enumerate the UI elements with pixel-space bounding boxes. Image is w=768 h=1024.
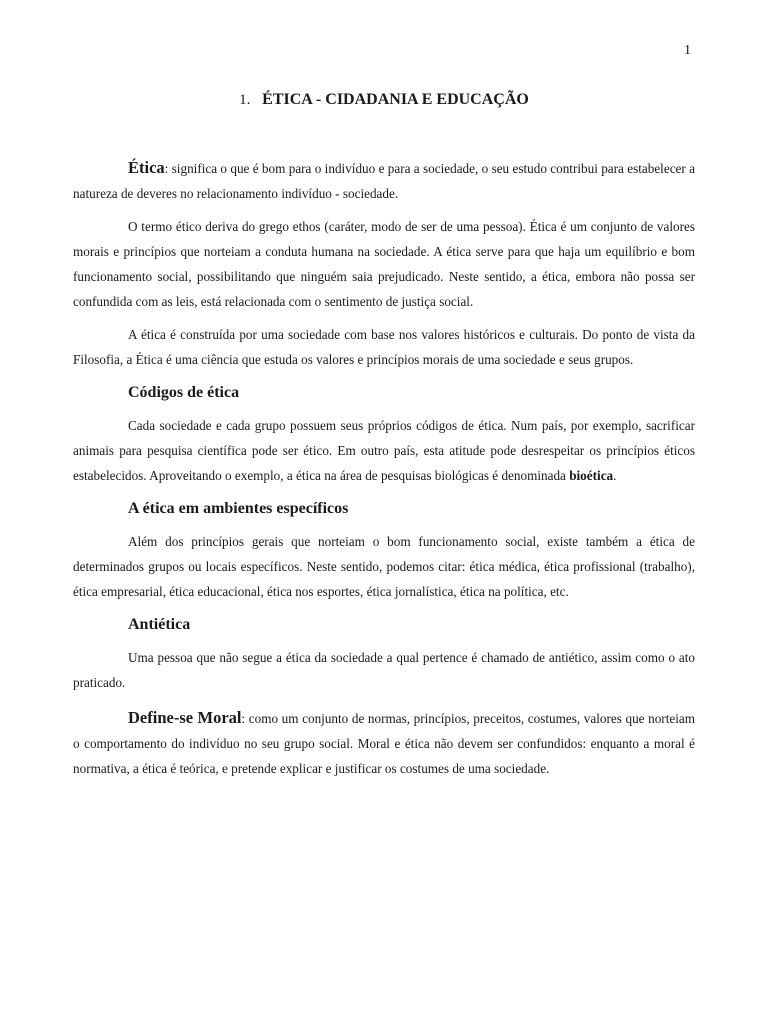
paragraph-codigos — [73, 413, 695, 488]
moral-term: Define-se Moral — [128, 708, 242, 727]
heading-codigos-de-etica: Códigos de ética — [128, 384, 240, 401]
codigos-end: . — [613, 468, 617, 483]
chapter-number: 1. — [239, 92, 251, 108]
page-number: 1 — [684, 43, 691, 58]
heading-ambientes-especificos: A ética em ambientes específicos — [128, 500, 349, 517]
moral-text: : como um conjunto de normas, princípios, preceitos, costumes, valores que norteiam o comportamento do indivíduo no seu grupo social. Moral e ética não devem ser confundidos: enquanto a moral é normativa, a ética é teórica, e pretende explicar e justificar os costumes de uma sociedade. — [73, 711, 695, 776]
paragraph-moral — [73, 705, 695, 781]
document-body — [73, 155, 695, 781]
paragraph-ambientes: Além dos princípios gerais que norteiam o bom funcionamento social, existe também a ética de determinados grupos ou locais específicos. Neste sentido, podemos citar: ética médica, ética profissional (trabalho), ética empresarial, ética educacional, ética nos esportes, ética jornalística, ética na política, etc. — [73, 534, 695, 599]
paragraph-antietica: Uma pessoa que não segue a ética da sociedade a qual pertence é chamado de antiético, assim como o ato praticado. — [73, 650, 695, 690]
heading-antietica: Antiética — [128, 616, 191, 633]
codigos-text: Cada sociedade e cada grupo possuem seus próprios códigos de ética. Num país, por exemplo, sacrificar animais para pesquisa científica pode ser ético. Em outro país, esta atitude pode desrespeitar os princípios éticos estabelecidos. Aproveitando o exemplo, a ética na área de pesquisas biológicas é denominada — [73, 418, 695, 483]
intro-paragraph — [73, 155, 695, 206]
paragraph-etico-origem: O termo ético deriva do grego ethos (caráter, modo de ser de uma pessoa). Ética é um conjunto de valores morais e princípios que norteiam a conduta humana na sociedade. A ética serve para que haja um equilíbrio e bom funcionamento social, possibilitando que ninguém saia prejudicado. Neste sentido, a ética, embora não possa ser confundida com as leis, está relacionada com o sentimento de justiça social. — [73, 219, 695, 309]
intro-text: : significa o que é bom para o indivíduo e para a sociedade, o seu estudo contribui para estabelecer a natureza de deveres no relacionamento indivíduo - sociedade. — [73, 161, 695, 201]
bioetica-term: bioética — [569, 468, 614, 483]
paragraph-construcao: A ética é construída por uma sociedade com base nos valores históricos e culturais. Do ponto de vista da Filosofia, a Ética é uma ciência que estuda os valores e princípios morais de uma sociedade e seus grupos. — [73, 327, 695, 367]
chapter-title-text: ÉTICA - CIDADANIA E EDUCAÇÃO — [262, 91, 529, 108]
chapter-title — [0, 90, 768, 110]
intro-term: Ética — [128, 158, 165, 177]
